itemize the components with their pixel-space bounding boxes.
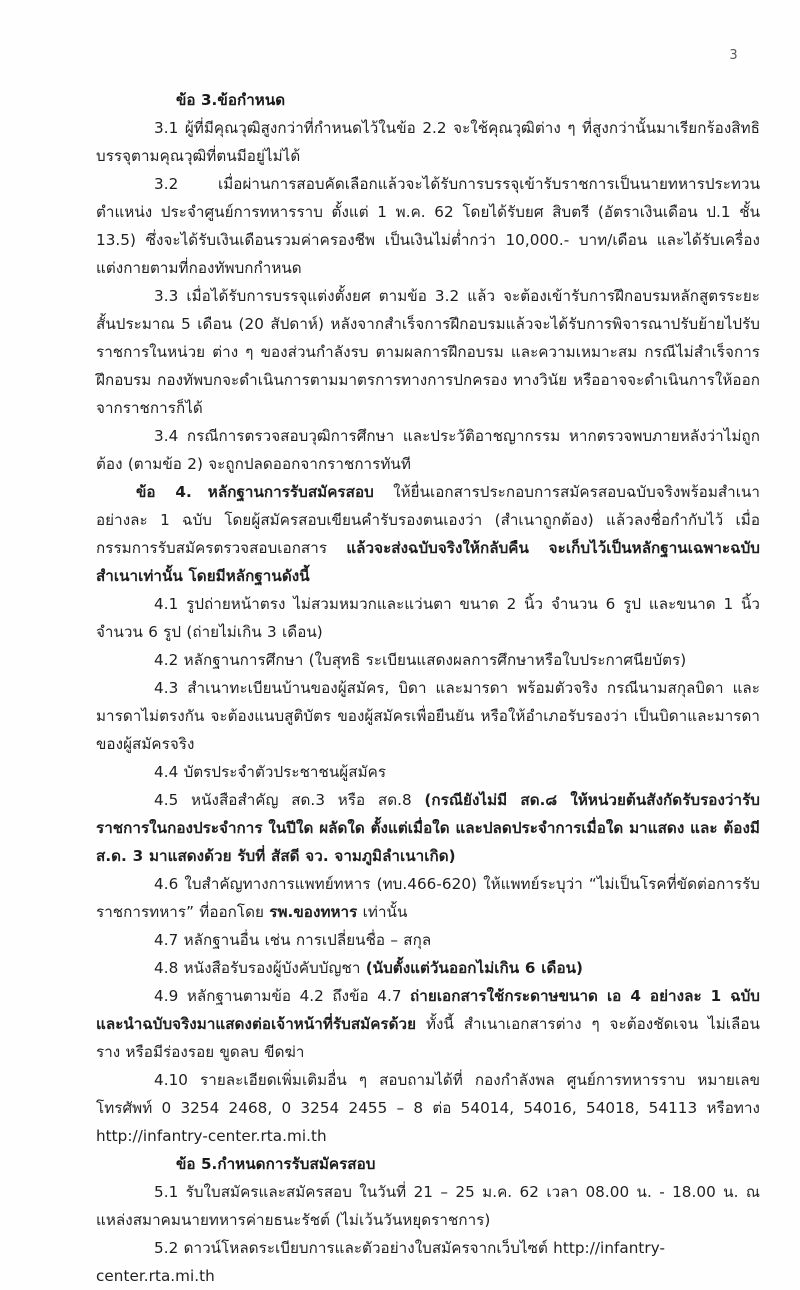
page-number: 3	[729, 48, 738, 63]
section-3-title: ข้อกำหนด	[217, 91, 286, 109]
paragraph-4-9	[96, 982, 760, 1066]
paragraph-4-9-regular: 4.9 หลักฐานตามข้อ 4.2 ถึงข้อ 4.7	[154, 987, 411, 1005]
paragraph-4-9-suffix: ทั้งนี้ สำเนาเอกสารต่าง ๆ จะต้องชัดเจน ไม่เลือนราง หรือมีร่องรอย ขูดลบ ขีดฆ่า	[96, 1015, 760, 1061]
section-4-intro-regular: ให้ยื่นเอกสารประกอบการสมัครสอบฉบับจริงพร้อมสำเนาอย่างละ 1 ฉบับ โดยผู้สมัครสอบเขียนคำรับรองตนเองว่า (สำเนาถูกต้อง) แล้วลงชื่อกำกับไว้ เมื่อกรรมการรับสมัครตรวจสอบเอกสาร	[96, 483, 760, 557]
paragraph-3-1: 3.1 ผู้ที่มีคุณวุฒิสูงกว่าที่กำหนดไว้ในข้อ 2.2 จะใช้คุณวุฒิต่าง ๆ ที่สูงกว่านั้นมาเรียกร้องสิทธิบรรจุตามคุณวุฒิที่ตนมีอยู่ไม่ได้	[96, 119, 760, 165]
section-4-label: ข้อ 4.	[136, 483, 192, 501]
paragraph-4-8-bold: (นับตั้งแต่วันออกไม่เกิน 6 เดือน)	[365, 959, 584, 977]
paragraph-4-6	[96, 870, 760, 926]
paragraph-4-3: 4.3 สำเนาทะเบียนบ้านของผู้สมัคร, บิดา และมารดา พร้อมตัวจริง กรณีนามสกุลบิดา และมารดาไม่ตรงกัน จะต้องแนบสูติบัตร ของผู้สมัครเพื่อยืนยัน หรือให้อำเภอรับรองว่า เป็นบิดาและมารดาของผู้สมัครจริง	[96, 679, 760, 753]
paragraph-4-6-bold: รพ.ของทหาร	[269, 903, 358, 921]
section-4-heading	[96, 478, 760, 590]
paragraph-5-1: 5.1 รับใบสมัครและสมัครสอบ ในวันที่ 21 – 25 ม.ค. 62 เวลา 08.00 น. - 18.00 น. ณ แหล่งสมาคมนายทหารค่ายธนะรัชต์ (ไม่เว้นวันหยุดราชการ)	[96, 1183, 760, 1229]
paragraph-4-6-suffix: เท่านั้น	[357, 903, 408, 921]
paragraph-4-2: 4.2 หลักฐานการศึกษา (ใบสุทธิ ระเบียนแสดงผลการศึกษาหรือใบประกาศนียบัตร)	[154, 651, 687, 669]
section-3-label: ข้อ 3.	[176, 91, 218, 109]
paragraph-4-4: 4.4 บัตรประจำตัวประชาชนผู้สมัคร	[154, 763, 387, 781]
paragraph-3-2: 3.2 เมื่อผ่านการสอบคัดเลือกแล้วจะได้รับการบรรจุเข้ารับราชการเป็นนายทหารประทวน ตำแหน่ง ประจำศูนย์การทหารราบ ตั้งแต่ 1 พ.ค. 62 โดยได้รับยศ สิบตรี (อัตราเงินเดือน ป.1 ชั้น 13.5) ซึ่งจะได้รับเงินเดือนรวมค่าครองชีพ เป็นเงินไม่ต่ำกว่า 10,000.- บาท/เดือน และได้รับเครื่องแต่งกายตามที่กองทัพบกกำหนด	[96, 175, 760, 277]
section-5-label: ข้อ 5.	[176, 1155, 218, 1173]
paragraph-4-5-regular: 4.5 หนังสือสำคัญ สด.3 หรือ สด.8	[154, 791, 425, 809]
section-5-heading	[96, 1150, 760, 1178]
section-3-heading	[96, 86, 760, 114]
paragraph-4-6-regular: 4.6 ใบสำคัญทางการแพทย์ทหาร (ทบ.466-620) ให้แพทย์ระบุว่า “ไม่เป็นโรคที่ขัดต่อการรับราชการทหาร” ที่ออกโดย	[96, 875, 760, 921]
paragraph-4-7: 4.7 หลักฐานอื่น เช่น การเปลี่ยนชื่อ – สกุล	[154, 931, 432, 949]
section-5-title: กำหนดการรับสมัครสอบ	[217, 1155, 376, 1173]
paragraph-4-8-regular: 4.8 หนังสือรับรองผู้บังคับบัญชา	[154, 959, 366, 977]
paragraph-4-9-bold: ถ่ายเอกสารใช้กระดาษขนาด เอ 4 อย่างละ 1 ฉบับ และนำฉบับจริงมาแสดงต่อเจ้าหน้าที่รับสมัครด้วย	[96, 987, 760, 1033]
paragraph-4-8	[96, 954, 760, 982]
paragraph-5-2: 5.2 ดาวน์โหลดระเบียบการและตัวอย่างใบสมัครจากเว็บไซต์ http://infantry-center.rta.mi.th	[96, 1239, 666, 1285]
paragraph-4-5-bold: (กรณียังไม่มี สด.๘ ให้หน่วยต้นสังกัดรับรองว่ารับราชการในกองประจำการ ในปีใด ผลัดใด ตั้งแต่เมื่อใด และปลดประจำการเมื่อใด มาแสดง และ ต้องมี ส.ด. 3 มาแสดงด้วย รับที่ สัสดี จว. จามภูมิลำเนาเกิด)	[96, 791, 760, 865]
paragraph-4-10: 4.10 รายละเอียดเพิ่มเติมอื่น ๆ สอบถามได้ที่ กองกำลังพล ศูนย์การทหารราบ หมายเลขโทรศัพท์ 0 3254 2468, 0 3254 2455 – 8 ต่อ 54014, 54016, 54018, 54113 หรือทาง http://infantry-center.rta.mi.th	[96, 1071, 760, 1145]
paragraph-3-4: 3.4 กรณีการตรวจสอบวุฒิการศึกษา และประวัติอาชญากรรม หากตรวจพบภายหลังว่าไม่ถูกต้อง (ตามข้อ 2) จะถูกปลดออกจากราชการทันที	[96, 427, 760, 473]
document-body	[96, 86, 760, 1290]
section-4-title: หลักฐานการรับสมัครสอบ	[207, 483, 374, 501]
paragraph-3-3: 3.3 เมื่อได้รับการบรรจุแต่งตั้งยศ ตามข้อ 3.2 แล้ว จะต้องเข้ารับการฝึกอบรมหลักสูตรระยะสั้นประมาณ 5 เดือน (20 สัปดาห์) หลังจากสำเร็จการฝึกอบรมแล้วจะได้รับการพิจารณาปรับย้ายไปรับราชการในหน่วย ต่าง ๆ ของส่วนกำลังรบ ตามผลการฝึกอบรม และความเหมาะสม กรณีไม่สำเร็จการฝึกอบรม กองทัพบกจะดำเนินการตามมาตรการทางการปกครอง ทางวินัย หรืออาจจะดำเนินการให้ออกจากราชการก็ได้	[96, 287, 760, 417]
paragraph-4-1: 4.1 รูปถ่ายหน้าตรง ไม่สวมหมวกและแว่นตา ขนาด 2 นิ้ว จำนวน 6 รูป และขนาด 1 นิ้ว จำนวน 6 รูป (ถ่ายไม่เกิน 3 เดือน)	[96, 595, 760, 641]
section-4-intro-bold: แล้วจะส่งฉบับจริงให้กลับคืน จะเก็บไว้เป็นหลักฐานเฉพาะฉบับสำเนาเท่านั้น โดยมีหลักฐานดังนี้	[96, 539, 760, 585]
paragraph-4-5	[96, 786, 760, 870]
